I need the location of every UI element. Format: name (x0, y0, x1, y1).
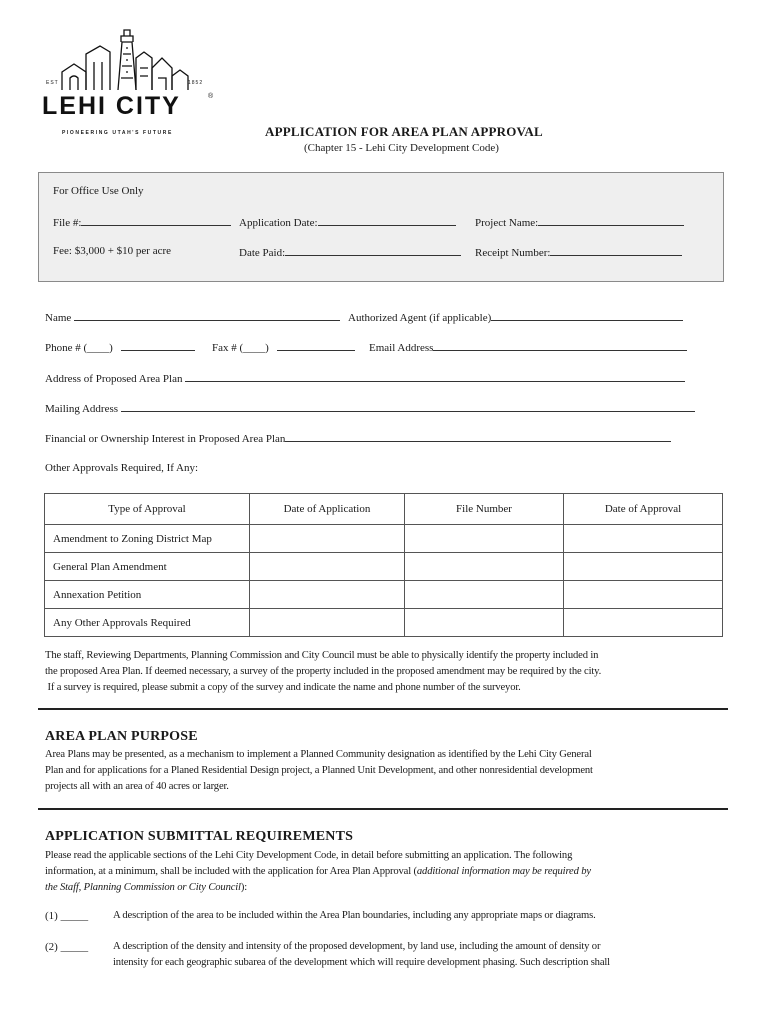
date-of-application-cell[interactable] (250, 609, 405, 637)
approval-type-cell: General Plan Amendment (45, 553, 250, 581)
lehi-city-logo (40, 28, 220, 140)
table-row (45, 553, 723, 581)
section-divider (38, 808, 728, 810)
purpose-line: Plan and for applications for a Planed Residential Design project, a Planned Unit Development, and other nonresidential development (45, 765, 593, 776)
file-number-label: File #: (53, 217, 82, 229)
receipt-number-field[interactable] (475, 245, 682, 259)
requirement-text-line: intensity for each geographic subarea of the development which will require development phasing. Such description shall (113, 957, 610, 968)
submittal-intro (45, 848, 591, 896)
financial-interest-line (285, 431, 671, 442)
application-date-line (318, 215, 456, 226)
table-row (45, 581, 723, 609)
proposed-address-line (185, 371, 685, 382)
authorized-agent-label: Authorized Agent (if applicable) (348, 312, 492, 324)
fax-field[interactable] (212, 340, 355, 354)
proposed-address-label: Address of Proposed Area Plan (45, 373, 183, 385)
approval-type-cell: Annexation Petition (45, 581, 250, 609)
requirement-text-line: A description of the density and intensity of the proposed development, by land use, including the amount of density or (113, 941, 601, 952)
survey-note-line: The staff, Reviewing Departments, Planning Commission and City Council must be able to physically identify the property included in (45, 650, 599, 661)
section-divider (38, 708, 728, 710)
submittal-intro-line: Please read the applicable sections of the Lehi City Development Code, in detail before submitting an application. The following (45, 850, 573, 861)
date-of-approval-cell[interactable] (564, 553, 723, 581)
file-number-cell[interactable] (405, 581, 564, 609)
logo-tagline: PIONEERING UTAH'S FUTURE (62, 130, 173, 136)
date-of-application-cell[interactable] (250, 525, 405, 553)
name-line (74, 310, 340, 321)
date-of-approval-cell[interactable] (564, 581, 723, 609)
column-header: Date of Application (250, 494, 405, 525)
receipt-number-label: Receipt Number: (475, 247, 551, 259)
file-number-field[interactable] (53, 215, 231, 229)
table-row (45, 609, 723, 637)
other-approvals-label: Other Approvals Required, If Any: (45, 462, 199, 474)
date-of-approval-cell[interactable] (564, 525, 723, 553)
purpose-line: Area Plans may be presented, as a mechanism to implement a Planned Community designation as identified by the Lehi City General (45, 749, 592, 760)
receipt-number-line (550, 245, 682, 256)
date-of-application-cell[interactable] (250, 581, 405, 609)
approval-type-cell: Amendment to Zoning District Map (45, 525, 250, 553)
purpose-line: projects all with an area of 40 acres or larger. (45, 781, 229, 792)
registered-mark: ® (208, 93, 214, 100)
established-label: EST (46, 80, 59, 86)
submittal-intro-italic: additional information may be required by (416, 866, 591, 877)
project-name-field[interactable] (475, 215, 684, 229)
approval-type-cell: Any Other Approvals Required (45, 609, 250, 637)
file-number-cell[interactable] (405, 553, 564, 581)
office-use-heading: For Office Use Only (53, 185, 144, 197)
file-number-cell[interactable] (405, 609, 564, 637)
project-name-label: Project Name: (475, 217, 539, 229)
name-field[interactable] (45, 310, 340, 324)
column-header: Date of Approval (564, 494, 723, 525)
submittal-intro-text: ): (240, 882, 248, 893)
date-paid-field[interactable] (239, 245, 461, 259)
purpose-heading: AREA PLAN PURPOSE (45, 729, 198, 744)
purpose-text (45, 747, 593, 795)
established-year: 1852 (188, 80, 204, 86)
survey-note-line: the proposed Area Plan. If deemed necessary, a survey of the property included in the proposed amendment may be required by the city. (45, 666, 602, 677)
form-title: APPLICATION FOR AREA PLAN APPROVAL (265, 124, 543, 139)
email-line (433, 340, 687, 351)
file-number-line (81, 215, 231, 226)
application-date-field[interactable] (239, 215, 456, 229)
office-use-box (38, 172, 724, 282)
approvals-table (44, 493, 723, 637)
financial-interest-label: Financial or Ownership Interest in Proposed Area Plan (45, 433, 286, 445)
name-label: Name (45, 312, 72, 324)
fax-line (277, 340, 355, 351)
fee-label: Fee: $3,000 + $10 per acre (53, 245, 171, 257)
financial-interest-field[interactable] (45, 431, 671, 445)
email-field[interactable] (369, 340, 687, 354)
survey-note-line: If a survey is required, please submit a copy of the survey and indicate the name and phone number of the surveyor. (45, 682, 521, 693)
file-number-cell[interactable] (405, 525, 564, 553)
table-row (45, 525, 723, 553)
proposed-address-field[interactable] (45, 371, 685, 385)
column-header: File Number (405, 494, 564, 525)
email-label: Email Address (369, 342, 434, 354)
submittal-intro-italic: the Staff, Planning Commission or City Council (45, 882, 241, 893)
requirement-checkbox-2[interactable]: (2) _____ (45, 941, 89, 953)
phone-field[interactable] (45, 340, 195, 354)
survey-note (45, 648, 601, 696)
date-of-approval-cell[interactable] (564, 609, 723, 637)
submittal-heading: APPLICATION SUBMITTAL REQUIREMENTS (45, 829, 354, 844)
phone-line (121, 340, 195, 351)
project-name-line (538, 215, 684, 226)
date-paid-label: Date Paid: (239, 247, 286, 259)
authorized-agent-field[interactable] (348, 310, 683, 324)
submittal-intro-line (45, 880, 591, 896)
mailing-address-line (121, 401, 695, 412)
table-header-row (45, 494, 723, 525)
submittal-intro-text: information, at a minimum, shall be included with the application for Area Plan Approval ( (45, 866, 417, 877)
form-subtitle: (Chapter 15 - Lehi City Development Code) (304, 142, 499, 154)
fax-label: Fax # (____) (212, 342, 269, 354)
mailing-address-label: Mailing Address (45, 403, 119, 415)
requirement-checkbox-1[interactable]: (1) _____ (45, 910, 89, 922)
mailing-address-field[interactable] (45, 401, 695, 415)
date-of-application-cell[interactable] (250, 553, 405, 581)
authorized-agent-line (491, 310, 683, 321)
phone-label: Phone # (____) (45, 342, 113, 354)
requirement-text-1: A description of the area to be included within the Area Plan boundaries, including any appropriate maps or diagrams. (113, 910, 596, 921)
submittal-intro-line (45, 864, 591, 880)
column-header: Type of Approval (45, 494, 250, 525)
application-date-label: Application Date: (239, 217, 318, 229)
date-paid-line (285, 245, 461, 256)
logo-city-name: LEHI CITY (42, 92, 181, 120)
requirement-text-2 (113, 939, 610, 971)
